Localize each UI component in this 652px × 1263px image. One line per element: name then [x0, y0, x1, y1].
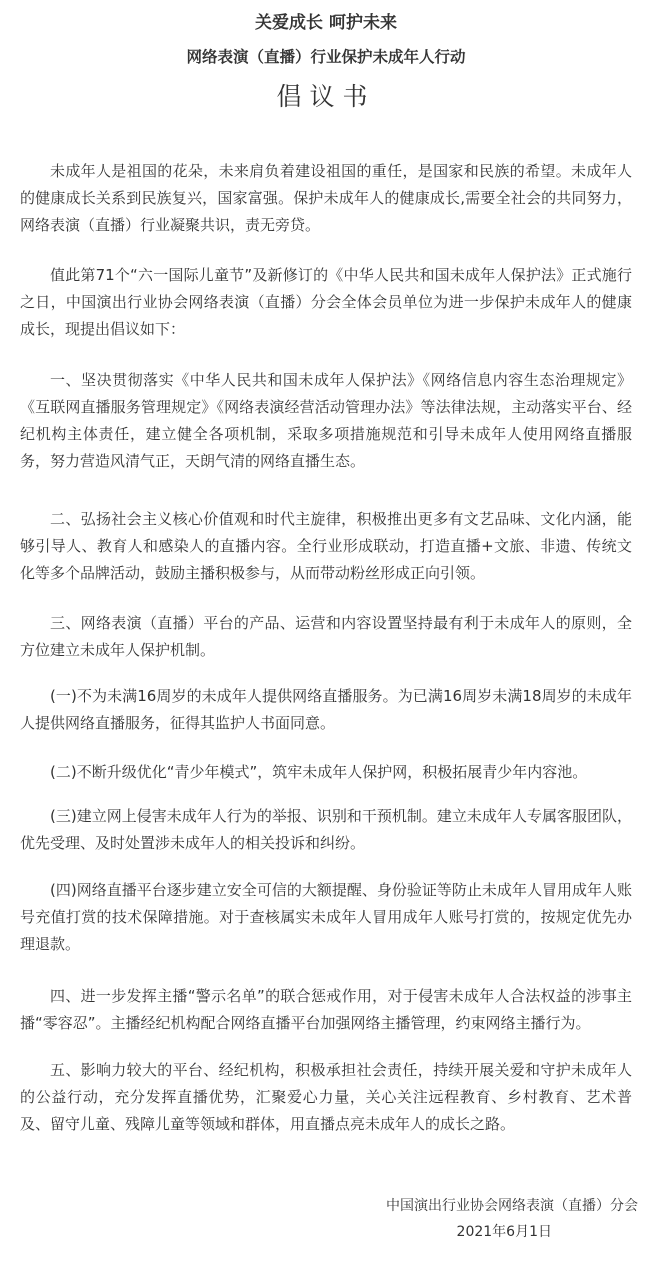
paragraph-intro: 未成年人是祖国的花朵，未来肩负着建设祖国的重任，是国家和民族的希望。未成年人的健康成长关系到民族复兴，国家富强。保护未成年人的健康成长,需要全社会的共同努力，网络表演（直播）行业凝聚共识，责无旁贷。: [20, 162, 632, 234]
slogan-heading: 关爱成长 呵护未来: [255, 13, 397, 33]
signature-date: 2021年6月1日: [456, 1224, 552, 1240]
subtitle-heading: 网络表演（直播）行业保护未成年人行动: [186, 48, 466, 66]
paragraph-item-2: 二、弘扬社会主义核心价值观和时代主旋律，积极推出更多有文艺品味、文化内涵，能够引导人、教育人和感染人的直播内容。全行业形成联动，打造直播+文旅、非遗、传统文化等多个品牌活动，鼓励主播积极参与，从而带动粉丝形成正向引领。: [20, 510, 632, 582]
paragraph-item-5: 五、影响力较大的平台、经纪机构，积极承担社会责任，持续开展关爱和守护未成年人的公益行动，充分发挥直播优势，汇聚爱心力量，关心关注远程教育、乡村教育、艺术普及、留守儿童、残障儿童等领域和群体，用直播点亮未成年人的成长之路。: [20, 1061, 632, 1133]
paragraph-sub-3: (三)建立网上侵害未成年人行为的举报、识别和干预机制。建立未成年人专属客服团队，优先受理、及时处置涉未成年人的相关投诉和纠纷。: [20, 807, 632, 852]
paragraph-sub-1: (一)不为未满16周岁的未成年人提供网络直播服务。为已满16周岁未满18周岁的未成年人提供网络直播服务，征得其监护人书面同意。: [20, 687, 632, 732]
paragraph-item-3: 三、网络表演（直播）平台的产品、运营和内容设置坚持最有利于未成年人的原则，全方位建立未成年人保护机制。: [20, 614, 632, 659]
paragraph-occasion: 值此第71个“六一国际儿童节”及新修订的《中华人民共和国未成年人保护法》正式施行之日，中国演出行业协会网络表演（直播）分会全体会员单位为进一步保护未成年人的健康成长，现提出倡议如下：: [20, 266, 632, 338]
paragraph-item-4: 四、进一步发挥主播“警示名单”的联合惩戒作用，对于侵害未成年人合法权益的涉事主播“零容忍”。主播经纪机构配合网络直播平台加强网络主播管理，约束网络主播行为。: [20, 987, 632, 1032]
signature-organization: 中国演出行业协会网络表演（直播）分会: [386, 1198, 638, 1214]
paragraph-sub-2: (二)不断升级优化“青少年模式”，筑牢未成年人保护网，积极拓展青少年内容池。: [50, 763, 588, 781]
document-title: 倡议书: [276, 82, 376, 111]
paragraph-sub-4: (四)网络直播平台逐步建立安全可信的大额提醒、身份验证等防止未成年人冒用成年人账号充值打赏的技术保障措施。对于查核属实未成年人冒用成年人账号打赏的，按规定优先办理退款。: [20, 881, 632, 953]
paragraph-item-1: 一、坚决贯彻落实《中华人民共和国未成年人保护法》《网络信息内容生态治理规定》《互联网直播服务管理规定》《网络表演经营活动管理办法》等法律法规，主动落实平台、经纪机构主体责任，建立健全各项机制，采取多项措施规范和引导未成年人使用网络直播服务，努力营造风清气正，天朗气清的网络直播生态。: [20, 371, 632, 470]
